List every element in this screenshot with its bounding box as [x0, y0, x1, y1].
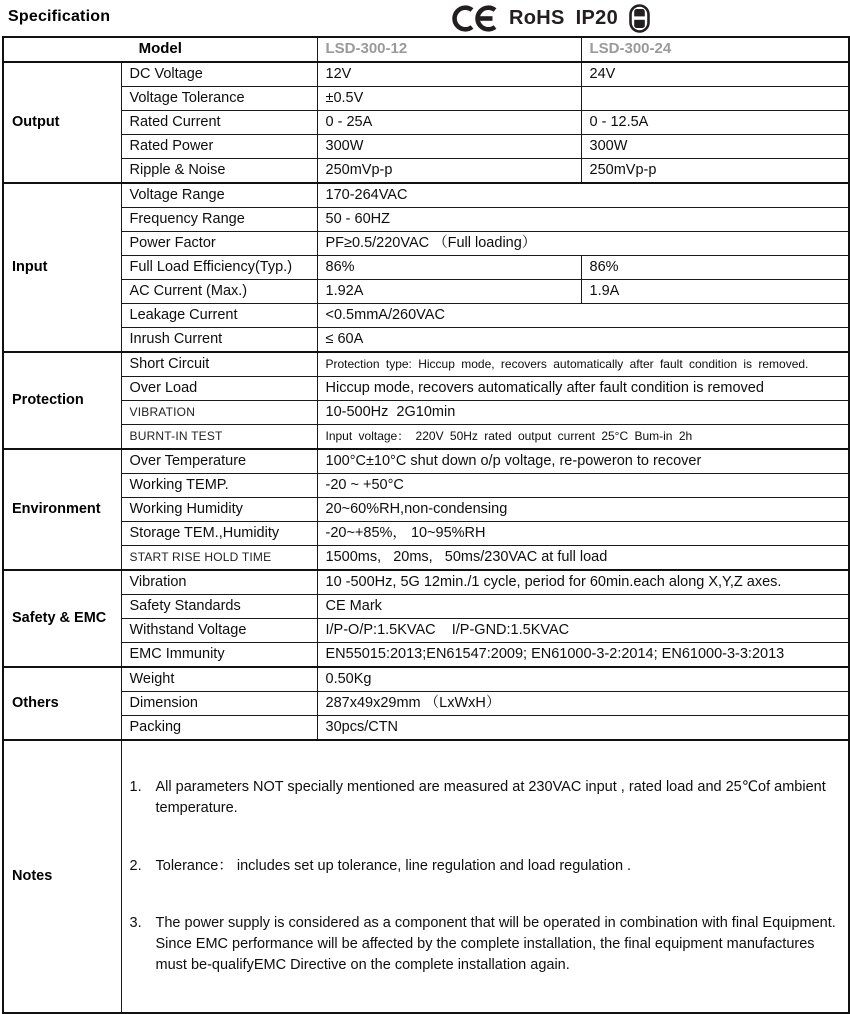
value-cell: 300W	[317, 135, 581, 159]
param-cell: DC Voltage	[121, 62, 317, 87]
param-cell: Withstand Voltage	[121, 619, 317, 643]
param-cell: Power Factor	[121, 232, 317, 256]
value-cell: I/P-O/P:1.5KVAC I/P-GND:1.5KVAC	[317, 619, 849, 643]
param-cell: Inrush Current	[121, 328, 317, 353]
note-text: All parameters NOT specially mentioned are measured at 230VAC input , rated load and 25℃of ambient temperature.	[155, 779, 830, 817]
param-cell: Ripple & Noise	[121, 159, 317, 184]
table-row	[3, 159, 849, 184]
param-cell: Working TEMP.	[121, 474, 317, 498]
table-row	[3, 328, 849, 353]
param-cell: Dimension	[121, 692, 317, 716]
note-number: 3.	[129, 914, 142, 931]
table-row	[3, 449, 849, 474]
value-cell: 287x49x29mm （LxWxH）	[317, 692, 849, 716]
value-cell: 250mVp-p	[581, 159, 849, 184]
param-cell: Rated Power	[121, 135, 317, 159]
page-title: Specification	[8, 8, 111, 25]
value-cell: Protection type: Hiccup mode, recovers automatically after fault condition is removed.	[317, 352, 849, 377]
page-header	[0, 0, 850, 36]
param-cell: Leakage Current	[121, 304, 317, 328]
param-cell: Short Circuit	[121, 352, 317, 377]
section-protection: Protection	[3, 352, 121, 449]
table-row	[3, 401, 849, 425]
value-cell: 170-264VAC	[317, 183, 849, 208]
model-12-cell: LSD-300-12	[317, 37, 581, 62]
param-cell: Vibration	[121, 570, 317, 595]
value-cell: 24V	[581, 62, 849, 87]
table-row	[3, 619, 849, 643]
value-cell: 0.50Kg	[317, 667, 849, 692]
param-cell: Working Humidity	[121, 498, 317, 522]
param-cell: Voltage Tolerance	[121, 87, 317, 111]
param-cell: EMC Immunity	[121, 643, 317, 668]
value-cell: 30pcs/CTN	[317, 716, 849, 741]
param-cell: Packing	[121, 716, 317, 741]
table-row	[3, 716, 849, 741]
note-text: Tolerance： includes set up tolerance, line regulation and load regulation .	[155, 857, 632, 874]
section-output: Output	[3, 62, 121, 183]
model-header-cell: Model	[3, 37, 317, 62]
table-row	[3, 425, 849, 450]
table-row	[3, 111, 849, 135]
table-row	[3, 498, 849, 522]
value-cell: 300W	[581, 135, 849, 159]
param-cell: Weight	[121, 667, 317, 692]
table-row	[3, 595, 849, 619]
value-cell: 1.92A	[317, 280, 581, 304]
value-cell: ±0.5V	[317, 87, 581, 111]
certification-badges	[452, 2, 650, 34]
note-item	[130, 856, 841, 877]
param-cell: Rated Current	[121, 111, 317, 135]
value-cell: CE Mark	[317, 595, 849, 619]
oval-badge-icon	[629, 4, 650, 33]
section-others: Others	[3, 667, 121, 740]
table-row	[3, 570, 849, 595]
param-cell: AC Current (Max.)	[121, 280, 317, 304]
table-row	[3, 643, 849, 668]
value-cell: 86%	[317, 256, 581, 280]
note-item	[130, 913, 841, 976]
param-cell: Over Temperature	[121, 449, 317, 474]
section-safety-emc: Safety & EMC	[3, 570, 121, 667]
section-input: Input	[3, 183, 121, 352]
param-cell: Full Load Efficiency(Typ.)	[121, 256, 317, 280]
table-row	[3, 692, 849, 716]
table-row	[3, 667, 849, 692]
value-cell: 250mVp-p	[317, 159, 581, 184]
note-item	[130, 777, 841, 819]
table-row	[3, 474, 849, 498]
param-cell: Storage TEM.,Humidity	[121, 522, 317, 546]
value-cell: 50 - 60HZ	[317, 208, 849, 232]
table-row	[3, 62, 849, 87]
specification-table	[2, 36, 850, 1014]
notes-cell	[121, 740, 849, 1013]
value-cell: 100°C±10°C shut down o/p voltage, re-poweron to recover	[317, 449, 849, 474]
param-cell: VIBRATION	[121, 401, 317, 425]
table-row	[3, 352, 849, 377]
table-row	[3, 377, 849, 401]
table-row	[3, 256, 849, 280]
value-cell: <0.5mmA/260VAC	[317, 304, 849, 328]
value-cell: Input voltage： 220V 50Hz rated output current 25°C Bum-in 2h	[317, 425, 849, 450]
value-cell: 1.9A	[581, 280, 849, 304]
table-row	[3, 183, 849, 208]
value-cell: -20 ~ +50°C	[317, 474, 849, 498]
rohs-label: RoHS	[509, 6, 565, 29]
table-row	[3, 740, 849, 1013]
value-cell: 1500ms, 20ms, 50ms/230VAC at full load	[317, 546, 849, 571]
value-cell: 0 - 25A	[317, 111, 581, 135]
value-cell: 20~60%RH,non-condensing	[317, 498, 849, 522]
param-cell: START RISE HOLD TIME	[121, 546, 317, 571]
table-row	[3, 208, 849, 232]
param-cell: Voltage Range	[121, 183, 317, 208]
ce-mark-icon	[452, 5, 498, 32]
table-row	[3, 232, 849, 256]
value-cell: 12V	[317, 62, 581, 87]
model-24-cell: LSD-300-24	[581, 37, 849, 62]
value-cell: 0 - 12.5A	[581, 111, 849, 135]
param-cell: Safety Standards	[121, 595, 317, 619]
table-row	[3, 522, 849, 546]
table-row	[3, 304, 849, 328]
param-cell: Frequency Range	[121, 208, 317, 232]
value-cell: 10 -500Hz, 5G 12min./1 cycle, period for 60min.each along X,Y,Z axes.	[317, 570, 849, 595]
value-cell: 10-500Hz 2G10min	[317, 401, 849, 425]
value-cell: -20~+85%， 10~95%RH	[317, 522, 849, 546]
value-cell: 86%	[581, 256, 849, 280]
table-row	[3, 37, 849, 62]
table-row	[3, 87, 849, 111]
table-row	[3, 280, 849, 304]
param-cell: Over Load	[121, 377, 317, 401]
note-number: 1.	[129, 779, 142, 796]
ip20-label: IP20	[575, 6, 618, 29]
table-row	[3, 546, 849, 571]
table-row	[3, 135, 849, 159]
note-number: 2.	[129, 857, 142, 874]
value-cell: PF≥0.5/220VAC （Full loading）	[317, 232, 849, 256]
value-cell: ≤ 60A	[317, 328, 849, 353]
value-cell: EN55015:2013;EN61547:2009; EN61000-3-2:2014; EN61000-3-3:2013	[317, 643, 849, 668]
section-notes: Notes	[3, 740, 121, 1013]
value-cell: Hiccup mode, recovers automatically after fault condition is removed	[317, 377, 849, 401]
note-text: The power supply is considered as a component that will be operated in combination with final Equipment. Since EMC performance will be affected by the complete installation, the final equipment manufactures must be-qualifyEMC Directive on the complete installation again.	[155, 914, 840, 973]
section-environment: Environment	[3, 449, 121, 570]
param-cell: BURNT-IN TEST	[121, 425, 317, 450]
value-cell	[581, 87, 849, 111]
